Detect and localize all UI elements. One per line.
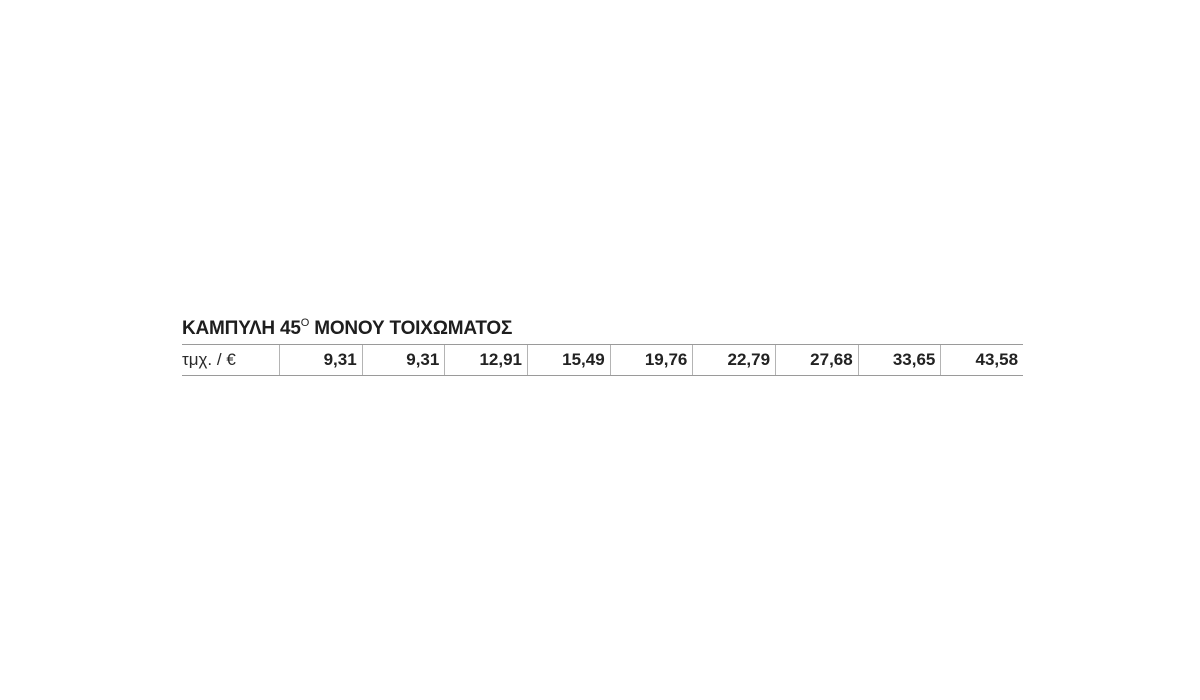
price-cell: 12,91 (445, 345, 528, 375)
price-cell: 27,68 (776, 345, 859, 375)
price-cell: 33,65 (859, 345, 942, 375)
price-cell: 19,76 (611, 345, 694, 375)
price-block (182, 316, 1023, 376)
price-cell: 15,49 (528, 345, 611, 375)
price-cell: 43,58 (975, 350, 1019, 369)
price-cell: 9,31 (280, 345, 363, 375)
price-cell: 22,79 (693, 345, 776, 375)
product-title-rest: ΜΟΝΟΥ ΤΟΙΧΩΜΑΤΟΣ (314, 318, 513, 339)
price-cell: 9,31 (363, 345, 446, 375)
price-row-label: τμχ. / € (182, 345, 280, 375)
price-row (182, 344, 1023, 376)
degree-superscript: Ο (300, 317, 310, 329)
product-title (182, 316, 1023, 344)
product-title-main: ΚΑΜΠΥΛΗ 45 (182, 318, 301, 339)
